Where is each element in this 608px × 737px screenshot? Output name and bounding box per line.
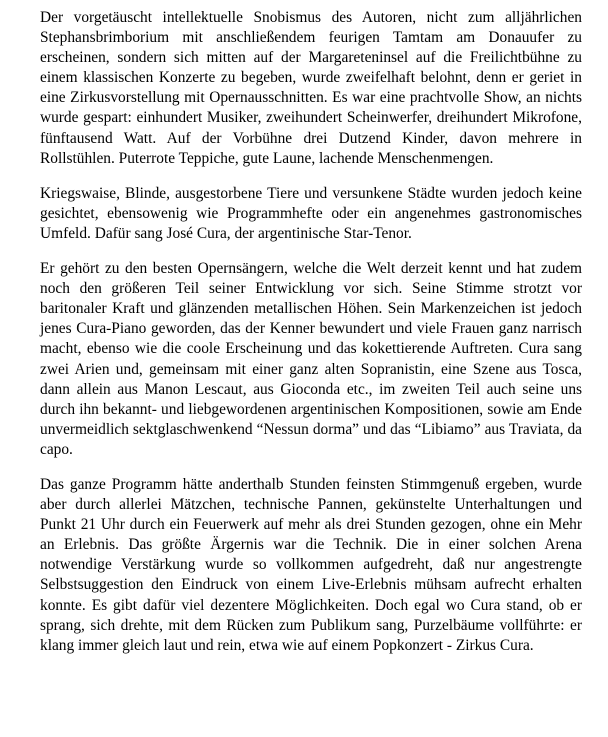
- article-paragraph-3: Er gehört zu den besten Opernsängern, welche die Welt derzeit kennt und hat zudem noch den größeren Teil seiner Entwicklung vor sich. Seine Stimme strotzt vor baritonaler Kraft und glänzenden metallischen Höhen. Sein Markenzeichen ist jedoch jenes Cura-Piano geworden, das der Kenner bewundert und viele Frauen ganz narrisch macht, ebenso wie die coole Erscheinung und das kokettierende Auftreten. Cura sang zwei Arien und, gemeinsam mit einer ganz alten Sopranistin, eine Szene aus Tosca, dann allein aus Manon Lescaut, aus Gioconda etc., im zweiten Teil auch seine uns durch ihn bekannt- und liebgewordenen argentinischen Kompositionen, sowie am Ende unvermeidlich sektglaschwenkend “Nessun dorma” und das “Libiamo” aus Traviata, da capo.: [40, 260, 582, 458]
- article-paragraph-2: Kriegswaise, Blinde, ausgestorbene Tiere und versunkene Städte wurden jedoch keine gesichtet, ebensowenig wie Programmhefte oder ein angenehmes gastronomisches Umfeld. Dafür sang José Cura, der argentinische Star-Tenor.: [40, 184, 582, 242]
- article-paragraph-4: Das ganze Programm hätte anderthalb Stunden feinsten Stimmgenuß ergeben, wurde aber durch allerlei Mätzchen, technische Pannen, gekünstelte Unterhaltungen und Punkt 21 Uhr durch ein Feuerwerk auf mehr als drei Stunden gezogen, ohne ein Mehr an Erlebnis. Das größte Ärgernis war die Technik. Die in einer solchen Arena notwendige Verstärkung wurde so vollkommen aufgedreht, daß nur angestrengte Selbstsuggestion den Eindruck von einem Live-Erlebnis mühsam aufrecht erhalten konnte. Es gibt dafür viel dezentere Möglichkeiten. Doch egal wo Cura stand, ob er sprang, sich drehte, mit dem Rücken zum Publikum sang, Purzelbäume vollführte: er klang immer gleich laut und rein, etwa wie auf einem Popkonzert - Zirkus Cura.: [40, 475, 582, 654]
- article-paragraph-1: Der vorgetäuscht intellektuelle Snobismus des Autoren, nicht zum alljährlichen Stephansbrimborium mit anschließendem feurigen Tamtam am Donauufer zu erscheinen, sondern sich mitten auf der Margareteninsel auf die Freilichtbühne zu einem klassischen Konzerte zu begeben, wurde zweifelhaft belohnt, denn er geriet in eine Zirkusvorstellung mit Opernausschnitten. Es war eine prachtvolle Show, an nichts wurde gespart: einhundert Musiker, zweihundert Scheinwerfer, dreihundert Mikrofone, fünftausend Watt. Auf der Vorbühne drei Dutzend Kinder, davon mehrere in Rollstühlen. Puterrote Teppiche, gute Laune, lachende Menschenmengen.: [40, 9, 582, 167]
